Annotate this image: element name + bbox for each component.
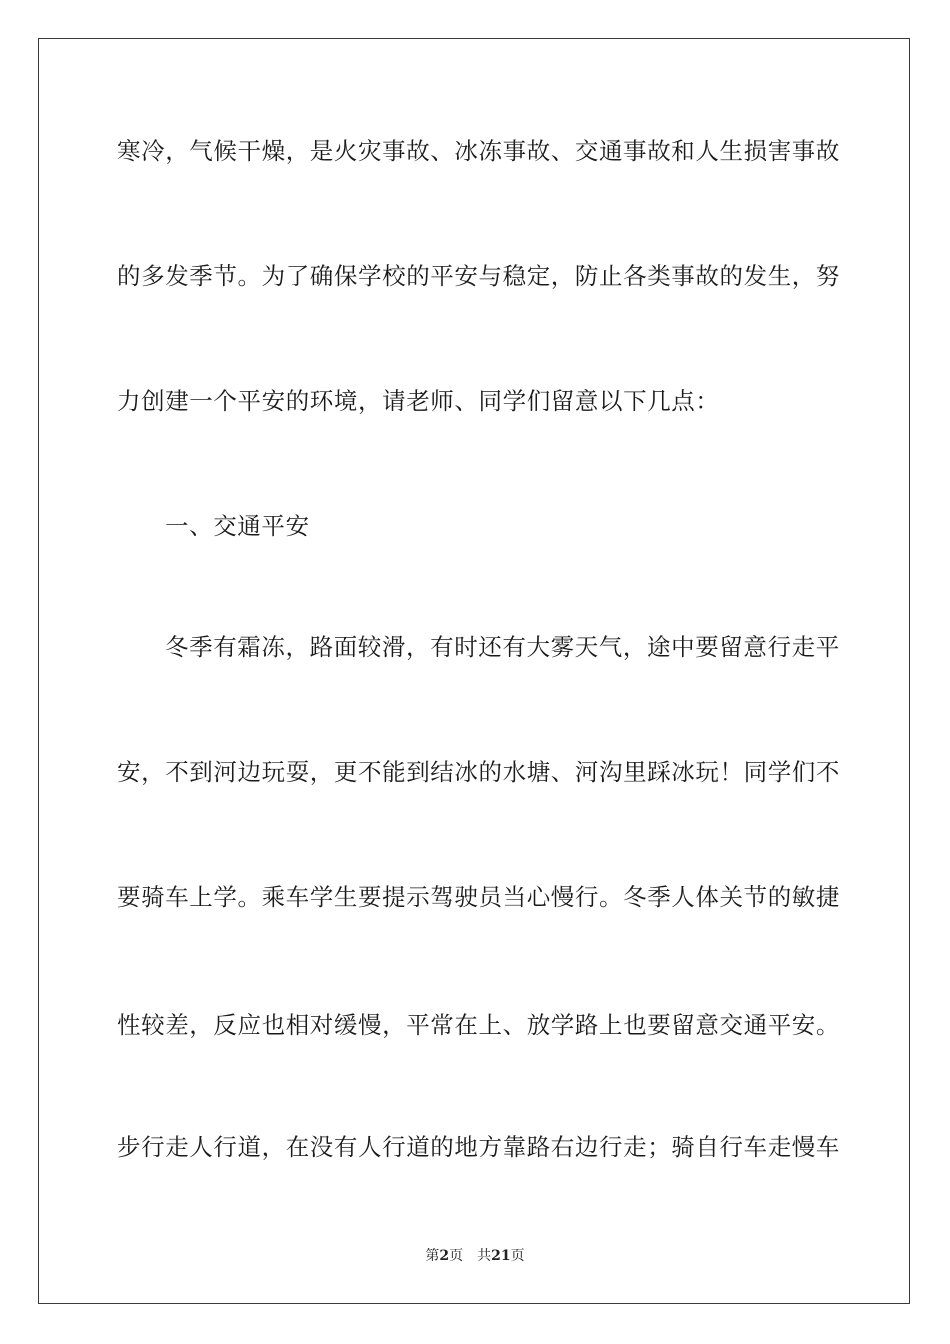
page-prefix: 第: [425, 1248, 440, 1264]
paragraph-line: 性较差，反应也相对缓慢，平常在上、放学路上也要留意交通平安。: [117, 1011, 840, 1039]
paragraph-line: 的多发季节。为了确保学校的平安与稳定，防止各类事故的发生，努: [117, 262, 840, 290]
paragraph-line: 要骑车上学。乘车学生要提示驾驶员当心慢行。冬季人体关节的敏捷: [117, 883, 840, 911]
total-prefix: 共: [477, 1248, 492, 1264]
page-footer: [0, 1246, 950, 1266]
paragraph-line: 力创建一个平安的环境，请老师、同学们留意以下几点：: [117, 387, 720, 415]
page-suffix: 页: [449, 1248, 464, 1264]
total-pages: 21: [491, 1248, 511, 1264]
page-frame: [38, 38, 910, 1304]
page-number: 2: [439, 1248, 450, 1264]
paragraph-line: 冬季有霜冻，路面较滑，有时还有大雾天气，途中要留意行走平: [165, 633, 840, 661]
section-heading: 一、交通平安: [165, 512, 310, 540]
paragraph-line: 寒冷，气候干燥，是火灾事故、冰冻事故、交通事故和人生损害事故: [117, 137, 840, 165]
paragraph-line: 安，不到河边玩耍，更不能到结冰的水塘、河沟里踩冰玩！同学们不: [117, 758, 840, 786]
paragraph-line: 步行走人行道，在没有人行道的地方靠路右边行走；骑自行车走慢车: [117, 1133, 840, 1161]
total-suffix: 页: [510, 1248, 525, 1264]
